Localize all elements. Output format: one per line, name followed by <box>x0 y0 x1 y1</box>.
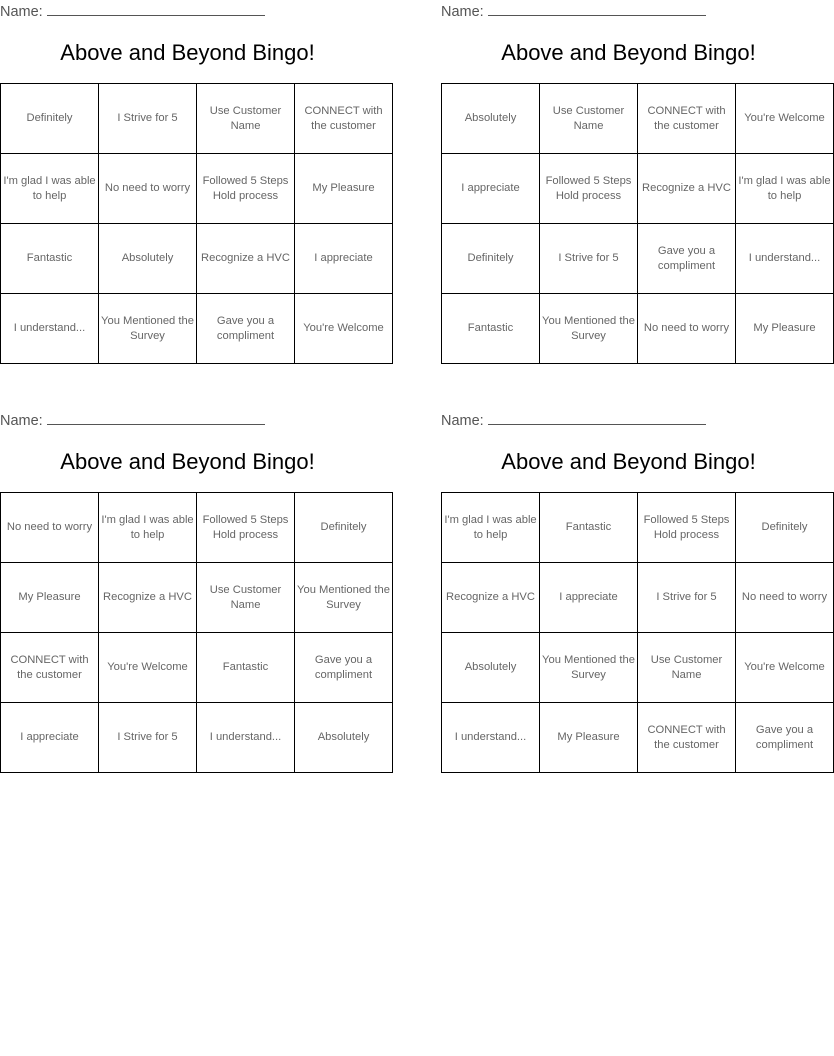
bingo-card-2 <box>441 0 831 364</box>
bingo-cell: No need to worry <box>638 294 736 364</box>
bingo-cell: No need to worry <box>99 154 197 224</box>
bingo-cell: I understand... <box>1 294 99 364</box>
bingo-cell: I appreciate <box>442 154 540 224</box>
grid-row <box>442 84 834 154</box>
bingo-cell: I understand... <box>736 224 834 294</box>
grid-row <box>1 84 393 154</box>
name-blank-line <box>47 2 265 16</box>
bingo-cell: CONNECT with the customer <box>638 84 736 154</box>
bingo-card-3 <box>0 409 390 773</box>
bingo-cell: Followed 5 Steps Hold process <box>638 493 736 563</box>
bingo-cell: Recognize a HVC <box>442 563 540 633</box>
grid-row <box>1 493 393 563</box>
name-field <box>0 2 265 20</box>
card-title: Above and Beyond Bingo! <box>501 40 756 65</box>
name-label: Name: <box>0 413 43 429</box>
name-blank-line <box>488 2 706 16</box>
grid-row <box>1 703 393 773</box>
card-title: Above and Beyond Bingo! <box>501 449 756 474</box>
bingo-cell: No need to worry <box>736 563 834 633</box>
bingo-cell: Absolutely <box>442 84 540 154</box>
name-blank-line <box>488 411 706 425</box>
grid-row <box>1 294 393 364</box>
name-field <box>0 411 265 429</box>
bingo-grid <box>0 83 393 364</box>
card-title: Above and Beyond Bingo! <box>60 449 315 474</box>
bingo-cell: I'm glad I was able to help <box>1 154 99 224</box>
bingo-cell: Recognize a HVC <box>99 563 197 633</box>
bingo-cell: CONNECT with the customer <box>638 703 736 773</box>
bingo-cell: You Mentioned the Survey <box>99 294 197 364</box>
bingo-cell: Recognize a HVC <box>197 224 295 294</box>
grid-row <box>1 563 393 633</box>
grid-row <box>1 224 393 294</box>
bingo-cell: Use Customer Name <box>197 563 295 633</box>
bingo-cell: You're Welcome <box>99 633 197 703</box>
bingo-cell: Gave you a compliment <box>197 294 295 364</box>
name-label: Name: <box>0 4 43 20</box>
bingo-cell: Gave you a compliment <box>736 703 834 773</box>
bingo-grid <box>441 492 834 773</box>
bingo-cell: Followed 5 Steps Hold process <box>197 154 295 224</box>
bingo-cell: Use Customer Name <box>638 633 736 703</box>
bingo-cell: Fantastic <box>1 224 99 294</box>
grid-row <box>442 154 834 224</box>
bingo-cell: I appreciate <box>540 563 638 633</box>
bingo-cell: Followed 5 Steps Hold process <box>197 493 295 563</box>
grid-row <box>442 563 834 633</box>
bingo-cell: I understand... <box>442 703 540 773</box>
grid-row <box>442 633 834 703</box>
bingo-cell: You're Welcome <box>736 84 834 154</box>
name-field <box>441 411 706 429</box>
bingo-cell: Recognize a HVC <box>638 154 736 224</box>
bingo-cell: I'm glad I was able to help <box>736 154 834 224</box>
bingo-grid <box>0 492 393 773</box>
grid-row <box>442 493 834 563</box>
bingo-cell: CONNECT with the customer <box>295 84 393 154</box>
bingo-cell: You're Welcome <box>295 294 393 364</box>
bingo-cell: Definitely <box>1 84 99 154</box>
bingo-cell: My Pleasure <box>540 703 638 773</box>
bingo-cell: Absolutely <box>99 224 197 294</box>
bingo-cell: You Mentioned the Survey <box>540 294 638 364</box>
bingo-cell: Use Customer Name <box>197 84 295 154</box>
bingo-cell: My Pleasure <box>295 154 393 224</box>
bingo-cell: I appreciate <box>295 224 393 294</box>
name-label: Name: <box>441 4 484 20</box>
bingo-cell: Gave you a compliment <box>638 224 736 294</box>
bingo-cell: No need to worry <box>1 493 99 563</box>
bingo-cell: Fantastic <box>540 493 638 563</box>
bingo-cell: I Strive for 5 <box>638 563 736 633</box>
bingo-cell: I'm glad I was able to help <box>99 493 197 563</box>
bingo-cell: Fantastic <box>197 633 295 703</box>
grid-row <box>1 633 393 703</box>
bingo-cell: Definitely <box>295 493 393 563</box>
bingo-cell: Use Customer Name <box>540 84 638 154</box>
name-field <box>441 2 706 20</box>
grid-row <box>442 703 834 773</box>
bingo-cell: You're Welcome <box>736 633 834 703</box>
name-blank-line <box>47 411 265 425</box>
bingo-cell: My Pleasure <box>736 294 834 364</box>
bingo-card-1 <box>0 0 384 364</box>
card-title: Above and Beyond Bingo! <box>60 40 315 65</box>
bingo-cell: You Mentioned the Survey <box>540 633 638 703</box>
bingo-cell: Absolutely <box>295 703 393 773</box>
bingo-cell: I appreciate <box>1 703 99 773</box>
bingo-cell: You Mentioned the Survey <box>295 563 393 633</box>
bingo-cell: I Strive for 5 <box>99 84 197 154</box>
bingo-cell: Absolutely <box>442 633 540 703</box>
bingo-cell: I'm glad I was able to help <box>442 493 540 563</box>
bingo-cell: I Strive for 5 <box>99 703 197 773</box>
bingo-cell: My Pleasure <box>1 563 99 633</box>
grid-row <box>442 294 834 364</box>
grid-row <box>442 224 834 294</box>
bingo-cell: Definitely <box>442 224 540 294</box>
bingo-cell: Definitely <box>736 493 834 563</box>
grid-row <box>1 154 393 224</box>
bingo-grid <box>441 83 834 364</box>
bingo-cell: Gave you a compliment <box>295 633 393 703</box>
bingo-cell: I understand... <box>197 703 295 773</box>
name-label: Name: <box>441 413 484 429</box>
bingo-cell: Followed 5 Steps Hold process <box>540 154 638 224</box>
bingo-card-4 <box>441 409 828 773</box>
bingo-cell: Fantastic <box>442 294 540 364</box>
bingo-cell: CONNECT with the customer <box>1 633 99 703</box>
bingo-cell: I Strive for 5 <box>540 224 638 294</box>
